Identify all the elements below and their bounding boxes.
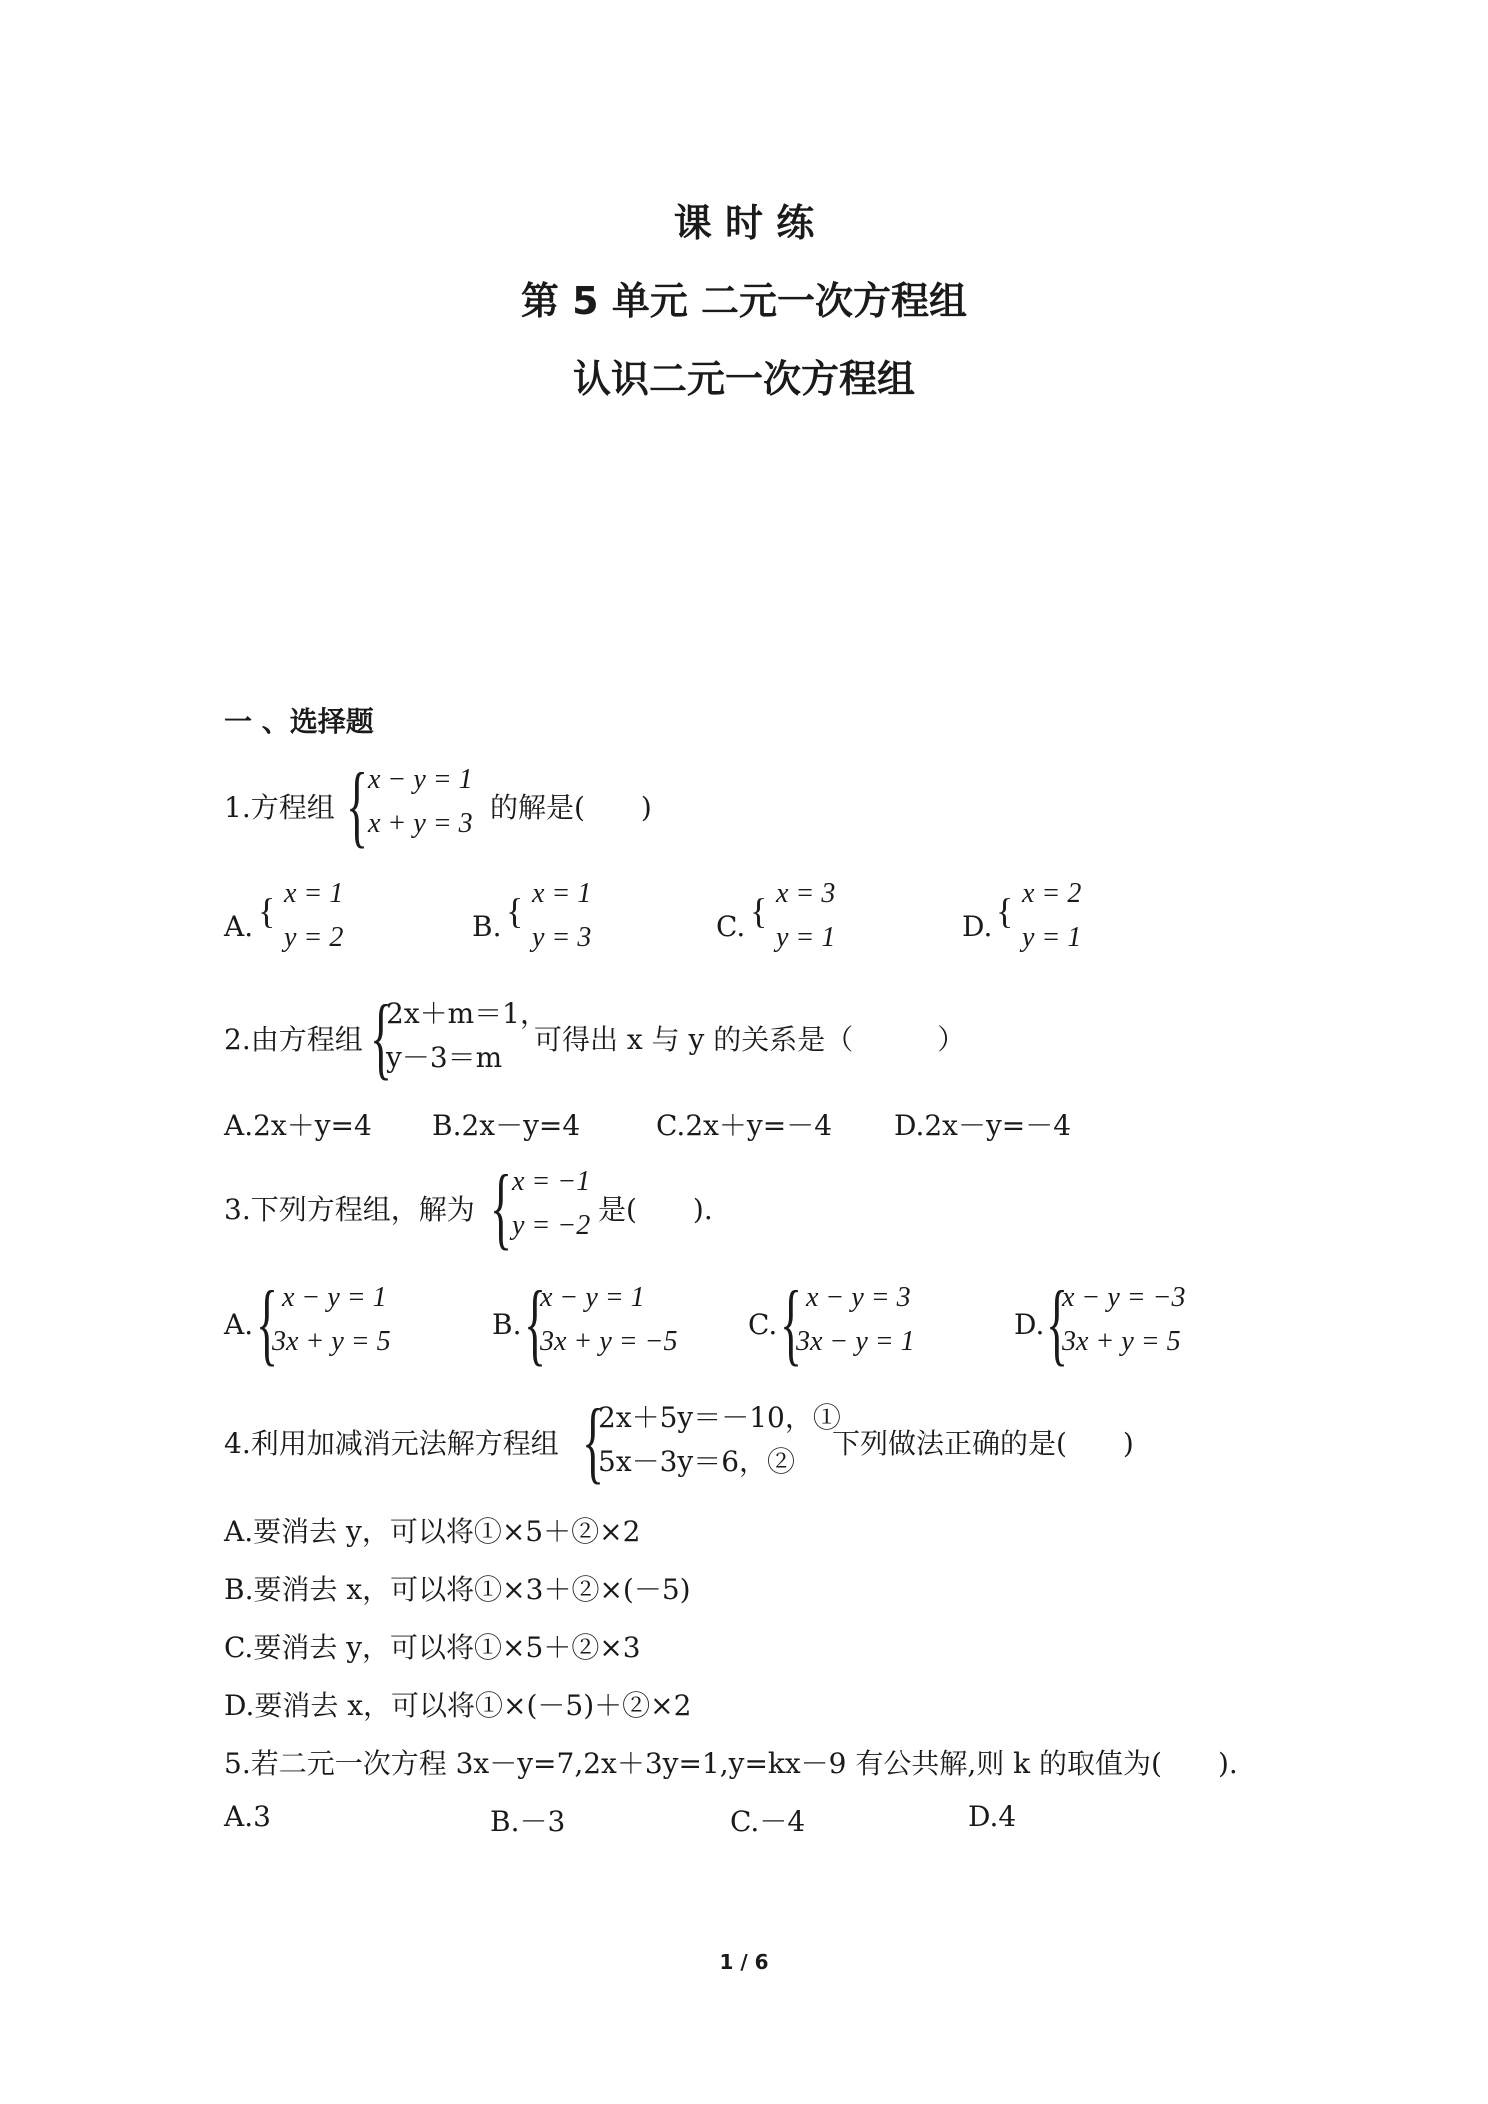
q3-prefix: 3.下列方程组，解为 (224, 1193, 475, 1226)
brace-icon: { (490, 1156, 513, 1258)
q3-option-b-label: B. (492, 1308, 522, 1341)
q5-option-b: B.－3 (490, 1805, 566, 1838)
q3-suffix: 是( ). (598, 1193, 713, 1226)
option-eq1: x = 1 (532, 878, 592, 909)
q4-option-c: C.要消去 y，可以将①×5＋②×3 (224, 1631, 641, 1664)
q1-option-a-label: A. (224, 910, 254, 943)
q5-text: 5.若二元一次方程 3x－y=7,2x＋3y=1,y=kx－9 有公共解,则 k 的取值为( ). (224, 1747, 1238, 1780)
unit-title: 第 5 单元 二元一次方程组 (520, 279, 968, 323)
option-eq2: y = 3 (532, 922, 592, 953)
option-eq1: x = 1 (284, 878, 344, 909)
q4-eq2: 5x－3y＝6，② (598, 1445, 796, 1478)
option-eq2: 3x − y = 1 (796, 1326, 915, 1357)
brace-icon: { (1046, 1272, 1069, 1374)
q3-option-d-label: D. (1014, 1308, 1045, 1341)
option-eq1: x − y = 3 (806, 1282, 911, 1313)
q4-suffix: 下列做法正确的是( ) (832, 1427, 1134, 1460)
q2-option-a: A.2x＋y=4 (224, 1109, 372, 1142)
option-eq2: y = 1 (1022, 922, 1082, 953)
q2-eq1: 2x＋m＝1， (386, 997, 548, 1030)
q1-option-b-label: B. (472, 910, 502, 943)
brace-icon: { (370, 986, 393, 1088)
q3-eq2: y = −2 (512, 1210, 591, 1241)
brace-icon: { (258, 891, 276, 931)
q5-option-a: A.3 (224, 1800, 271, 1833)
q4-prefix: 4.利用加减消元法解方程组 (224, 1427, 559, 1460)
option-eq1: x − y = 1 (282, 1282, 387, 1313)
q2-eq2: y－3＝m (386, 1041, 503, 1074)
brace-icon: { (256, 1272, 279, 1374)
q1-option-c-label: C. (716, 910, 746, 943)
page-title: 课 时 练 (673, 201, 815, 245)
q2-option-b: B.2x－y=4 (432, 1109, 581, 1142)
q2-option-d: D.2x－y=－4 (894, 1109, 1072, 1142)
q3-option-c-label: C. (748, 1308, 778, 1341)
option-eq1: x = 2 (1022, 878, 1082, 909)
q4-option-b: B.要消去 x，可以将①×3＋②×(－5) (224, 1573, 691, 1606)
q3-eq1: x = −1 (512, 1166, 591, 1197)
brace-icon: { (506, 891, 524, 931)
section-heading: 一 、选择题 (224, 705, 374, 738)
page-number: 1 / 6 (719, 1950, 769, 1974)
q5-option-d: D.4 (968, 1800, 1017, 1833)
brace-icon: { (346, 754, 369, 856)
option-eq1: x − y = −3 (1062, 1282, 1186, 1313)
option-eq2: 3x + y = −5 (540, 1326, 678, 1357)
q1-suffix: 的解是( ) (490, 791, 652, 824)
q2-suffix: 可得出 x 与 y 的关系是（ ） (534, 1023, 966, 1056)
q1-eq1: x − y = 1 (368, 764, 473, 795)
q4-option-a: A.要消去 y，可以将①×5＋②×2 (224, 1515, 641, 1548)
q3-option-a-label: A. (224, 1308, 254, 1341)
option-eq2: 3x + y = 5 (1062, 1326, 1181, 1357)
q4-eq1: 2x＋5y＝－10，① (598, 1401, 841, 1434)
brace-icon: { (524, 1272, 547, 1374)
brace-icon: { (750, 891, 768, 931)
brace-icon: { (582, 1390, 605, 1492)
option-eq1: x − y = 1 (540, 1282, 645, 1313)
q4-option-d: D.要消去 x，可以将①×(－5)＋②×2 (224, 1689, 692, 1722)
option-eq2: y = 2 (284, 922, 344, 953)
option-eq2: 3x + y = 5 (272, 1326, 391, 1357)
brace-icon: { (780, 1272, 803, 1374)
q2-option-c: C.2x＋y=－4 (656, 1109, 833, 1142)
q1-option-d-label: D. (962, 910, 993, 943)
q5-option-c: C.－4 (730, 1805, 806, 1838)
q1-eq2: x + y = 3 (368, 808, 473, 839)
option-eq1: x = 3 (776, 878, 836, 909)
q1-prefix: 1.方程组 (224, 791, 335, 824)
lesson-title: 认识二元一次方程组 (572, 357, 915, 401)
option-eq2: y = 1 (776, 922, 836, 953)
brace-icon: { (996, 891, 1014, 931)
q2-prefix: 2.由方程组 (224, 1023, 363, 1056)
